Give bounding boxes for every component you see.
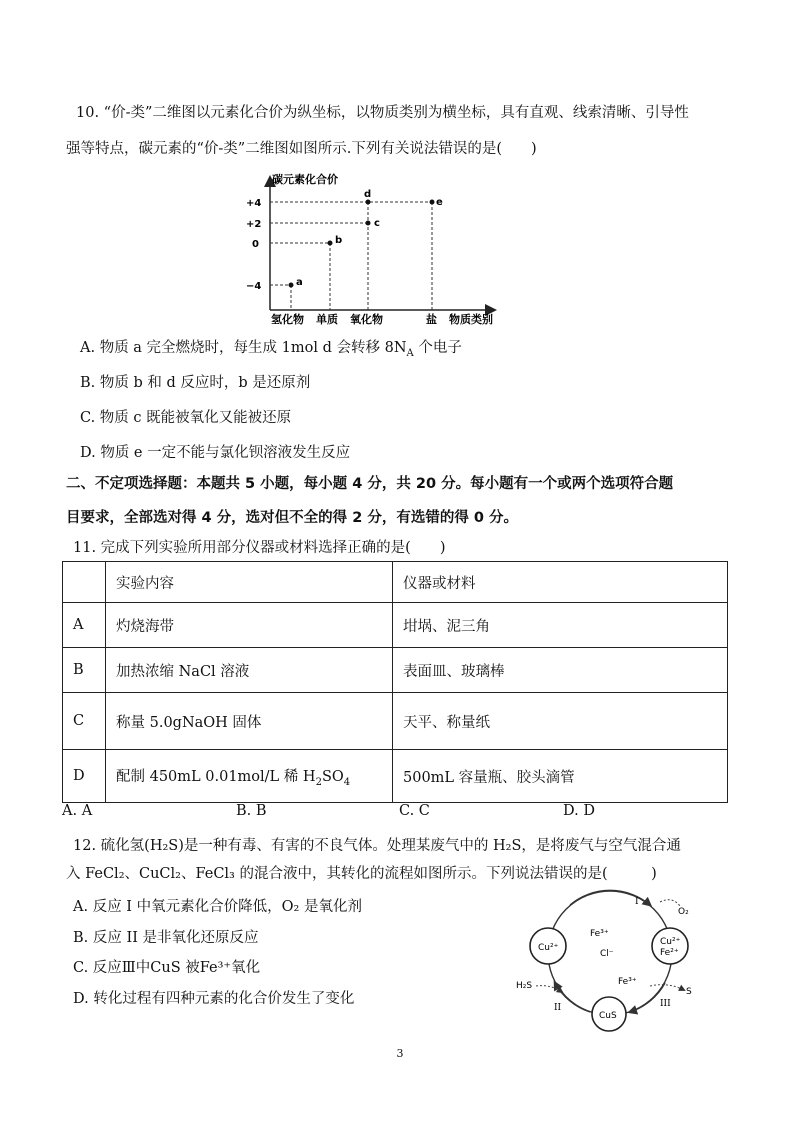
table-cell: 坩埚、泥三角 <box>393 603 728 648</box>
ytick-minus4: −4 <box>246 281 262 292</box>
label-reaction-3: III <box>660 999 671 1009</box>
formula-sub: 2 <box>315 776 322 788</box>
table-row <box>63 603 728 648</box>
q11-table <box>62 561 728 803</box>
point-b <box>328 241 333 246</box>
label-d: d <box>364 189 372 200</box>
q12-option-c: C. 反应Ⅲ中CuS 被Fe³⁺氧化 <box>73 960 261 976</box>
ytick-zero: 0 <box>252 239 259 250</box>
point-c <box>366 221 371 226</box>
page-number: 3 <box>396 1047 404 1060</box>
ytick-plus4: +4 <box>246 198 262 209</box>
q10-option-a-sub: A <box>406 347 414 359</box>
q11-answer-d: D. D <box>563 803 595 819</box>
table-cell: 灼烧海带 <box>106 603 393 648</box>
table-cell: D <box>63 750 106 803</box>
formula-sub: 4 <box>343 776 351 788</box>
label-reaction-2: II <box>554 1003 562 1013</box>
label-fe3plus-right: Fe³⁺ <box>618 977 637 987</box>
table-header-row <box>63 562 728 603</box>
xtick-hydride: 氢化物 <box>271 313 304 326</box>
point-a <box>289 283 294 288</box>
table-row <box>63 750 728 803</box>
section2-instructions-line2: 目要求，全部选对得 4 分，选对但不全的得 2 分，有选错的得 0 分。 <box>66 510 519 526</box>
q12-option-b: B. 反应 II 是非氧化还原反应 <box>73 930 259 946</box>
q11-answer-b: B. B <box>236 803 267 819</box>
label-e: e <box>436 197 443 208</box>
xtick-oxide: 氧化物 <box>350 313 383 326</box>
table-cell-text: 配制 450mL 0.01mol/L 稀 H <box>116 768 316 785</box>
table-cell: 天平、称量纸 <box>393 693 728 750</box>
label-sulfur: S <box>686 987 692 997</box>
q11-answer-c: C. C <box>399 803 430 819</box>
chart-xlabel: 物质类别 <box>449 313 493 326</box>
label-reaction-1: I <box>635 897 639 907</box>
point-d <box>366 200 371 205</box>
valence-class-chart <box>244 170 504 330</box>
table-cell: 加热浓缩 NaCl 溶液 <box>106 648 393 693</box>
q12-option-a: A. 反应 I 中氧元素化合价降低，O₂ 是氧化剂 <box>73 899 362 915</box>
q10-option-a-text: A. 物质 a 完全燃烧时，每生成 1mol d 会转移 8N <box>80 340 407 356</box>
table-cell: A <box>63 603 106 648</box>
chart-ylabel: 碳元素化合价 <box>272 173 338 186</box>
q10-option-a <box>80 338 462 364</box>
q12-option-d: D. 转化过程有四种元素的化合价发生了变化 <box>73 991 355 1007</box>
q10-stem-line1: 10. “价-类”二维图以元素化合价为纵坐标，以物质类别为横坐标，具有直观、线索清晰、引导性 <box>76 105 689 121</box>
table-cell: 500mL 容量瓶、胶头滴管 <box>393 750 728 803</box>
q10-option-d: D. 物质 e 一定不能与氯化钡溶液发生反应 <box>80 445 351 461</box>
table-row <box>63 648 728 693</box>
label-a: a <box>296 277 303 288</box>
q12-stem-line2: 入 FeCl₂、CuCl₂、FeCl₃ 的混合液中，其转化的流程如图所示。下列说法错误的是( ) <box>66 866 657 882</box>
table-header-cell: 实验内容 <box>106 562 393 603</box>
table-header-cell <box>63 562 106 603</box>
table-cell: C <box>63 693 106 750</box>
q10-stem-line2: 强等特点，碳元素的“价-类”二维图如图所示.下列有关说法错误的是( ) <box>66 141 537 157</box>
ytick-plus2: +2 <box>246 219 262 230</box>
svg-text:Cu²⁺: Cu²⁺ <box>660 937 681 947</box>
label-b: b <box>335 235 343 246</box>
q11-answer-a: A. A <box>62 803 93 819</box>
q12-stem-line1: 12. 硫化氢(H₂S)是一种有毒、有害的不良气体。处理某废气中的 H₂S，是将废气与空气混合通 <box>73 838 681 854</box>
table-header-cell: 仪器或材料 <box>393 562 728 603</box>
section2-instructions-line1: 二、不定项选择题：本题共 5 小题，每小题 4 分，共 20 分。每小题有一个或两个选项符合题 <box>66 476 674 492</box>
conversion-cycle-diagram <box>510 888 710 1038</box>
label-h2s: H₂S <box>516 981 533 991</box>
point-e <box>430 200 435 205</box>
svg-text:CuS: CuS <box>599 1011 617 1021</box>
xtick-element: 单质 <box>316 313 338 326</box>
q11-stem: 11. 完成下列实验所用部分仪器或材料选择正确的是( ) <box>73 540 446 556</box>
table-cell: B <box>63 648 106 693</box>
table-cell: 表面皿、玻璃棒 <box>393 648 728 693</box>
formula-part: SO <box>321 768 344 785</box>
svg-text:Cu²⁺: Cu²⁺ <box>538 943 559 953</box>
table-cell: 称量 5.0gNaOH 固体 <box>106 693 393 750</box>
label-fe3plus-center: Fe³⁺ <box>590 929 609 939</box>
q10-option-c: C. 物质 c 既能被氧化又能被还原 <box>80 410 292 426</box>
label-cl-minus: Cl⁻ <box>600 949 614 959</box>
xtick-salt: 盐 <box>426 313 437 326</box>
q10-option-b: B. 物质 b 和 d 反应时，b 是还原剂 <box>80 375 311 391</box>
table-cell <box>106 750 393 803</box>
q10-option-a-tail: 个电子 <box>413 340 462 356</box>
label-o2: O₂ <box>678 907 689 917</box>
svg-text:Fe²⁺: Fe²⁺ <box>660 948 679 958</box>
table-row <box>63 693 728 750</box>
label-c: c <box>374 218 380 229</box>
